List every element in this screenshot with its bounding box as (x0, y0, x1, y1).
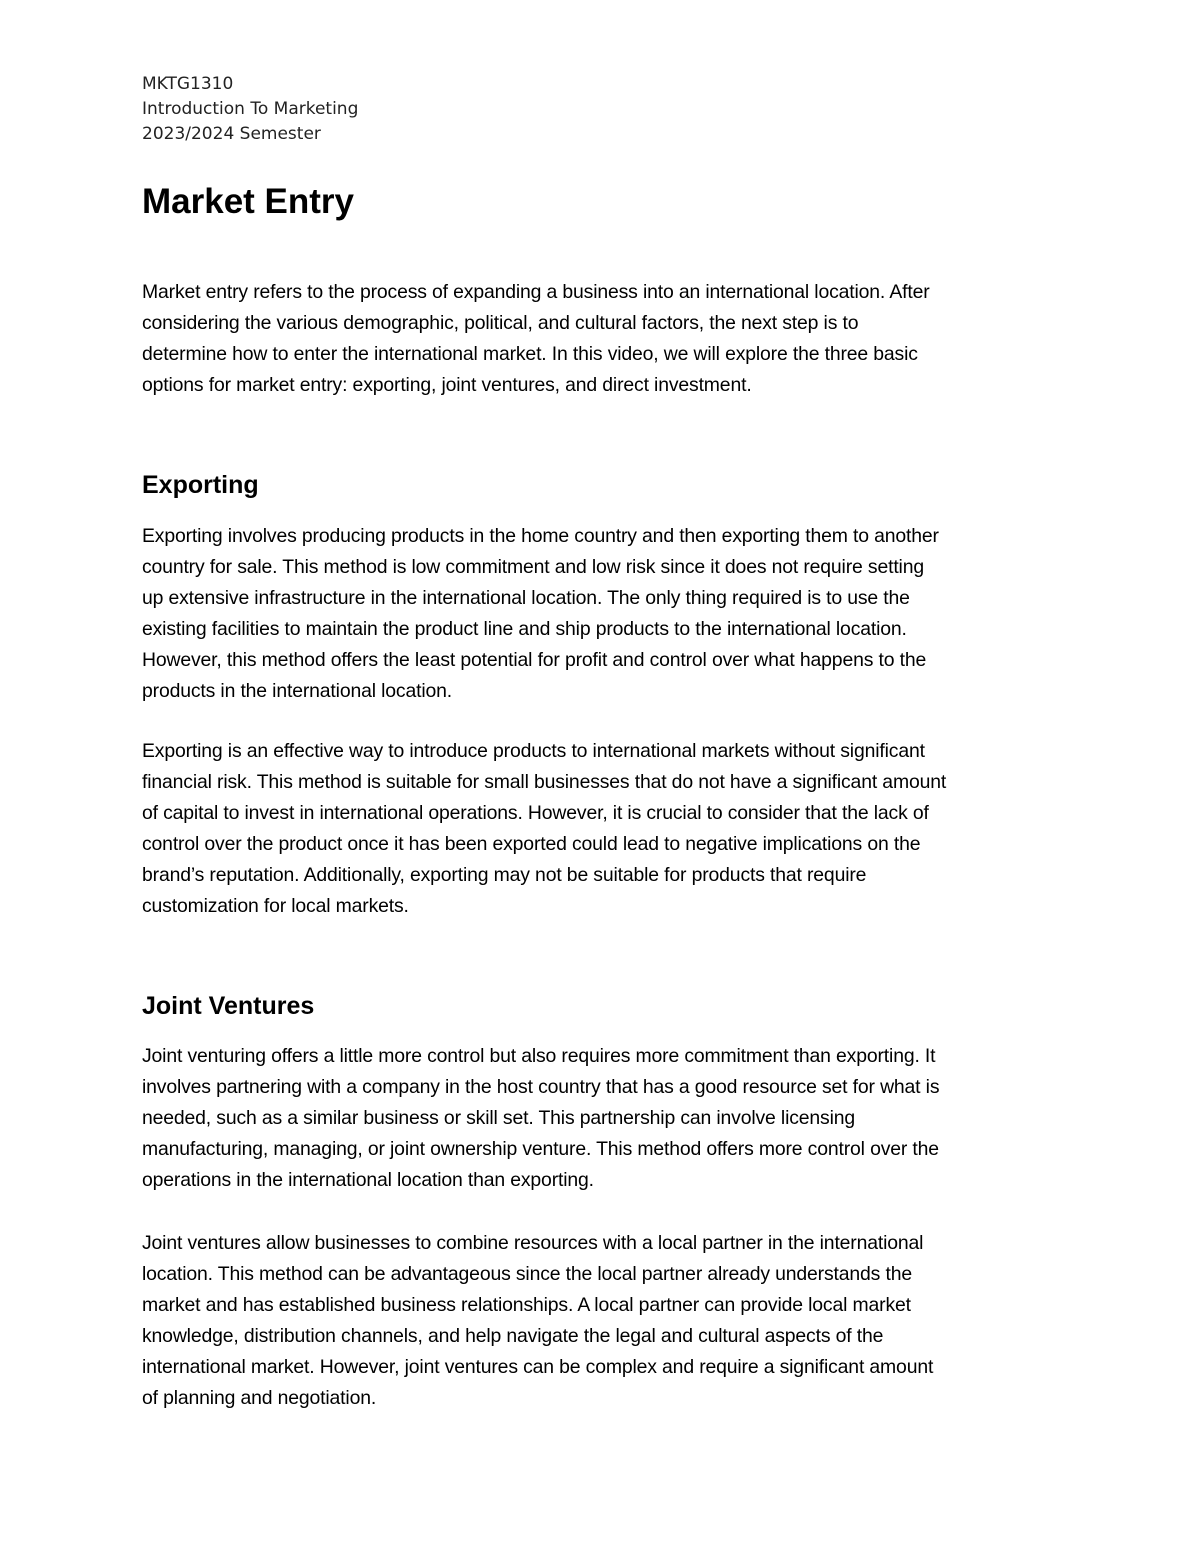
text-line: manufacturing, managing, or joint ownership venture. This method offers more control over the (142, 1138, 939, 1160)
section-heading-exporting: Exporting (142, 471, 259, 499)
text-line: needed, such as a similar business or skill set. This partnership can involve licensing (142, 1107, 856, 1129)
text-line: considering the various demographic, political, and cultural factors, the next step is to (142, 312, 859, 334)
exporting-paragraph-2 (142, 736, 1060, 922)
document-title: Market Entry (142, 182, 355, 221)
text-line: operations in the international location than exporting. (142, 1169, 594, 1191)
text-line: Exporting is an effective way to introduce products to international markets without significant (142, 740, 925, 762)
joint-ventures-paragraph-1 (142, 1041, 1060, 1196)
text-line: determine how to enter the international market. In this video, we will explore the three basic (142, 343, 918, 365)
intro-paragraph (142, 277, 1060, 401)
section-heading-joint-ventures: Joint Ventures (142, 992, 315, 1020)
text-line: brand’s reputation. Additionally, exporting may not be suitable for products that require (142, 864, 867, 886)
text-line: international market. However, joint ventures can be complex and require a significant amount (142, 1356, 934, 1378)
text-line: of planning and negotiation. (142, 1387, 377, 1409)
text-line: location. This method can be advantageous since the local partner already understands the (142, 1263, 912, 1285)
text-line: financial risk. This method is suitable for small businesses that do not have a significant amount (142, 771, 947, 793)
text-line: country for sale. This method is low commitment and low risk since it does not require setting (142, 556, 924, 578)
course-header (142, 72, 358, 147)
text-line: customization for local markets. (142, 895, 409, 917)
text-line: Market entry refers to the process of expanding a business into an international location. After (142, 281, 930, 303)
text-line: Exporting involves producing products in the home country and then exporting them to another (142, 525, 939, 547)
text-line: options for market entry: exporting, joint ventures, and direct investment. (142, 374, 752, 396)
text-line: However, this method offers the least potential for profit and control over what happens to the (142, 649, 927, 671)
text-line: up extensive infrastructure in the international location. The only thing required is to use the (142, 587, 910, 609)
semester-label: 2023/2024 Semester (142, 124, 321, 144)
joint-ventures-paragraph-2 (142, 1228, 1060, 1414)
text-line: existing facilities to maintain the product line and ship products to the international location. (142, 618, 907, 640)
text-line: knowledge, distribution channels, and help navigate the legal and cultural aspects of the (142, 1325, 884, 1347)
text-line: Joint ventures allow businesses to combine resources with a local partner in the international (142, 1232, 924, 1254)
course-code: MKTG1310 (142, 74, 234, 94)
text-line: involves partnering with a company in the host country that has a good resource set for what is (142, 1076, 940, 1098)
exporting-paragraph-1 (142, 521, 1060, 707)
text-line: Joint venturing offers a little more control but also requires more commitment than exporting. It (142, 1045, 936, 1067)
course-name: Introduction To Marketing (142, 99, 359, 119)
text-line: control over the product once it has been exported could lead to negative implications on the (142, 833, 921, 855)
text-line: of capital to invest in international operations. However, it is crucial to consider that the lack of (142, 802, 929, 824)
text-line: products in the international location. (142, 680, 452, 702)
text-line: market and has established business relationships. A local partner can provide local market (142, 1294, 911, 1316)
